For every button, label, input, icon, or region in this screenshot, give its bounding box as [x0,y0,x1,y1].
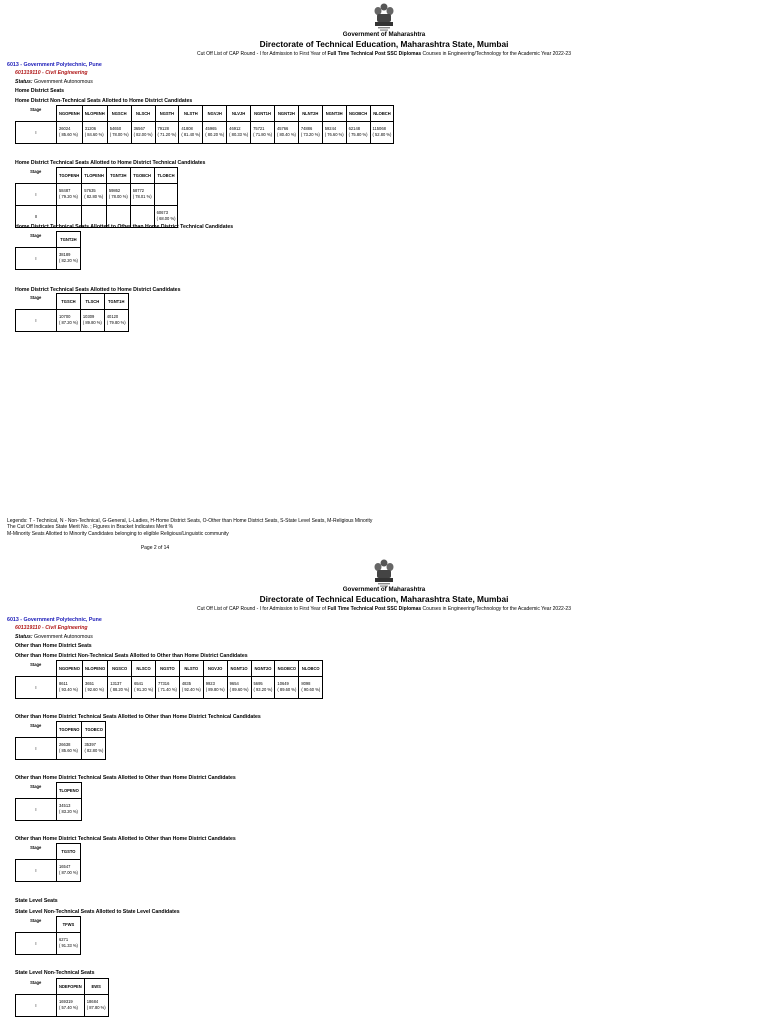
table-header-row [16,917,81,933]
column-header: NGOBCH [346,106,370,122]
merit-number: 5695 [253,681,263,686]
table-row [16,183,178,205]
cutoff-cell [82,183,107,205]
table-header-row [16,783,82,799]
table-header-row [16,722,106,738]
merit-number: 79128 [157,126,169,131]
table-header-row [16,979,109,995]
merit-percent: ( 79.80 %) [106,320,126,325]
section-heading: Home District Seats [15,88,65,94]
cutoff-cell [203,676,227,698]
column-header: NGOPENO [57,661,83,677]
merit-number: 10309 [82,314,95,319]
column-header: TGNT1H [104,294,128,310]
cutoff-cell [108,676,132,698]
table-title: Home District Non-Technical Seats Allotted to Home District Candidates [15,98,193,104]
merit-percent: ( 73.20 %) [300,132,320,137]
merit-number: 10649 [277,681,289,686]
merit-number: 9654 [229,681,239,686]
merit-number: 31206 [84,126,97,131]
cutoff-cell [370,121,394,143]
table-row [16,994,109,1016]
column-header: TLOBCH [154,168,178,184]
table-header-row [16,232,81,248]
cutoff-cell [203,121,227,143]
merit-percent: ( 87.20 %) [59,320,78,325]
merit-percent: ( 80.33 %) [229,132,249,137]
stage-cell: I [16,798,57,820]
column-header: NGSCO [108,661,132,677]
directorate-title: Directorate of Technical Education, Maharashtra State, Mumbai [259,39,509,49]
stage-header: Stage [30,783,42,789]
cutoff-cell [80,309,104,331]
cutoff-cell [155,676,179,698]
column-header: TFWS [57,917,81,933]
cutoff-cell [130,183,154,205]
state-emblem-icon [372,2,396,32]
cutoff-cell [57,737,82,759]
cutoff-cell [57,676,83,698]
column-header: EWS [84,979,108,995]
column-header: NGSCH [107,106,131,122]
cutoff-cell [107,121,131,143]
column-header: NLSTH [179,106,203,122]
column-header: NGNT3H [322,106,346,122]
column-header: NLSCO [132,661,156,677]
merit-percent: ( 91.33 %) [59,943,78,948]
merit-number: 13137 [110,681,122,686]
merit-percent: ( 68.00 %) [156,216,176,221]
column-header: NLOPENH [82,106,107,122]
merit-number: 3651 [84,681,95,686]
table-title: State Level Non-Technical Seats Allotted to State Level Candidates [15,909,180,915]
cutoff-cell [57,798,82,820]
cutoff-cell [275,676,299,698]
column-header: NGSTO [155,661,179,677]
column-header: NGNT1H [251,106,275,122]
legend-line: M-Minority Seats Allotted to Minority Candidates belonging to eligible Religious/Linguistic community [7,530,229,537]
table-row [16,121,394,143]
merit-number: 6541 [134,681,144,686]
merit-number: 35397 [84,742,96,747]
merit-number: 26024 [59,126,71,131]
column-header: TGOPENH [57,168,82,184]
column-header: TGNT3H [106,168,130,184]
cutoff-table [15,231,81,270]
merit-percent: ( 91.20 %) [134,687,153,692]
cutoff-cell [57,247,81,269]
merit-percent: ( 89.80 %) [82,320,102,325]
column-header: NGNT2O [251,661,275,677]
merit-percent: ( 82.80 %) [84,748,104,753]
merit-percent: ( 85.60 %) [59,748,78,753]
merit-percent: ( 76.60 %) [324,132,344,137]
institute-status: Status: Government Autonomous [15,634,93,640]
table-row [16,798,82,820]
merit-number: 46912 [229,126,241,131]
merit-percent: ( 57.40 %) [59,1005,78,1010]
cutoff-cell [131,121,155,143]
column-header: NGVJO [203,661,227,677]
column-header: TLOPENO [57,783,82,799]
column-header: TGOPENO [57,722,82,738]
table-row [16,676,323,698]
cutoff-cell [57,932,81,954]
cutoff-table [15,782,82,821]
cutoff-cell [227,676,251,698]
stage-header: Stage [30,844,42,850]
stage-header: Stage [30,979,42,985]
column-header: TGOBCH [130,168,154,184]
stage-header: Stage [30,106,42,112]
column-header: NDEFOPEN [57,979,85,995]
stage-cell: I [16,183,57,205]
cutoff-table [15,293,129,332]
cutoff-table [15,978,109,1017]
merit-percent: ( 81.40 %) [181,132,201,137]
column-header: NLSCH [131,106,155,122]
merit-percent: ( 71.20 %) [157,132,177,137]
column-header: TGNT2H [57,232,81,248]
cutoff-table [15,167,178,228]
merit-percent: ( 78.00 %) [109,132,129,137]
column-header: NGOPENH [57,106,83,122]
merit-number: 4835 [181,681,191,686]
column-header: TGSTO [57,844,81,860]
cutoff-cell [106,183,130,205]
cutoff-cell [251,676,275,698]
merit-percent: ( 78.00 %) [108,194,128,199]
section-heading: State Level Seats [15,898,58,904]
merit-number: 58487 [59,188,71,193]
cutoff-cell [179,676,203,698]
section-heading: Other than Home District Seats [15,643,92,649]
merit-number: 115068 [372,126,386,131]
merit-percent: ( 88.20 %) [110,687,130,692]
stage-header: Stage [30,661,42,667]
merit-number: 10700 [59,314,71,319]
legend [7,518,372,537]
merit-percent: ( 78.01 %) [132,194,152,199]
cutoff-cell [57,121,83,143]
column-header: NGSTH [155,106,179,122]
table-row [16,309,129,331]
directorate-title: Directorate of Technical Education, Maharashtra State, Mumbai [259,594,509,604]
merit-number: 75721 [253,126,265,131]
merit-number: 16547 [59,864,71,869]
merit-percent: ( 87.00 %) [59,870,78,875]
column-header: TGOBCO [82,722,106,738]
merit-number: 26638 [59,742,71,747]
column-header: TLOPENH [82,168,107,184]
column-header: NLOPENO [82,661,107,677]
merit-percent: ( 89.80 %) [205,687,225,692]
cutoff-cell [299,676,323,698]
institute-name: 6013 - Government Polytechnic, Pune [7,62,102,68]
merit-percent: ( 87.80 %) [86,1005,106,1010]
state-emblem-icon [372,558,396,588]
table-title: Home District Technical Seats Allotted to Home District Candidates [15,287,181,293]
table-row [16,932,81,954]
government-title: Government of Maharashtra [342,31,426,38]
merit-number: 40120 [106,314,119,319]
merit-number: 45965 [205,126,217,131]
column-header: NLOBCO [299,661,323,677]
merit-number: 8098 [301,681,311,686]
legend-line: The Cut Off Indicates State Merit No. ; Figures in Bracket Indicates Merit % [7,524,174,531]
page-number: Page 2 of 14 [140,545,170,551]
merit-percent: ( 75.80 %) [348,132,368,137]
stage-header: Stage [30,722,42,728]
table-header-row [16,661,323,677]
merit-number: 169319 [59,999,73,1004]
merit-percent: ( 82.00 %) [133,132,153,137]
stage-cell: I [16,309,57,331]
column-header: TLSCH [80,294,104,310]
cutoff-cell [132,676,156,698]
institute-name: 6013 - Government Polytechnic, Pune [7,617,102,623]
merit-percent: ( 83.20 %) [59,809,78,814]
course-name: 601319110 - Civil Engineering [15,70,88,76]
table-row [16,247,81,269]
table-header-row [16,168,178,184]
cutoff-cell [84,994,108,1016]
column-header: NGNT2H [274,106,298,122]
merit-percent: ( 89.60 %) [229,687,249,692]
table-title: Other than Home District Technical Seats Allotted to Other than Home District Candidates [15,775,236,781]
merit-percent: ( 71.40 %) [157,687,177,692]
cutoff-cell [227,121,251,143]
stage-cell: I [16,247,57,269]
cutoff-cell [82,121,107,143]
institute-status: Status: Government Autonomous [15,79,93,85]
column-header: NLSTO [179,661,203,677]
table-row [16,859,81,881]
merit-percent: ( 80.40 %) [276,132,296,137]
column-header: NLNT2H [298,106,322,122]
stage-cell: I [16,932,57,954]
merit-number: 62148 [348,126,361,131]
list-subtitle: Cut Off List of CAP Round - I for Admission to First Year of Full Time Technical Post SSC Diplomas Courses in Engineering/Technology for the Academic Year 2022-23 [197,51,571,57]
column-header: NLOBCH [370,106,394,122]
merit-number: 36567 [133,126,145,131]
stage-header: Stage [30,294,42,300]
cutoff-cell [82,737,106,759]
merit-percent: ( 79.20 %) [59,194,78,199]
merit-percent: ( 89.60 %) [277,687,297,692]
merit-percent: ( 82.20 %) [59,258,78,263]
cutoff-cell [57,183,82,205]
merit-percent: ( 52.80 %) [372,132,392,137]
table-title: Home District Technical Seats Allotted to Other than Home District Technical Candidates [15,224,234,230]
course-name: 601319110 - Civil Engineering [15,625,88,631]
cutoff-cell [154,183,178,205]
cutoff-cell [57,859,81,881]
cutoff-cell [346,121,370,143]
merit-percent: ( 93.20 %) [253,687,273,692]
cutoff-cell [155,121,179,143]
stage-header: Stage [30,917,42,923]
cutoff-table [15,916,81,955]
government-title: Government of Maharashtra [342,586,426,593]
merit-percent: ( 80.20 %) [205,132,225,137]
table-header-row [16,106,394,122]
cutoff-cell [57,994,85,1016]
legend-line: Legends: T - Technical, N - Non-Technical, G-General, L-Ladies, H-Home District Seats, O-Other than Home District Seats, S-State Level Seats, M-Religious Minority [7,518,373,524]
cutoff-cell [57,309,81,331]
merit-number: 8611 [59,681,68,686]
cutoff-cell [82,676,107,698]
table-title: Other than Home District Technical Seats Allotted to Other than Home District Technical Candidates [15,714,261,720]
cutoff-cell [179,121,203,143]
merit-percent: ( 71.80 %) [253,132,272,137]
cutoff-cell [322,121,346,143]
stage-cell: I [16,859,57,881]
merit-percent: ( 90.60 %) [301,687,321,692]
cutoff-table [15,660,323,699]
column-header: NGVJH [203,106,227,122]
stage-cell: I [16,121,57,143]
merit-percent: ( 84.60 %) [84,132,104,137]
merit-number: 77316 [157,681,170,686]
column-header: NLVJH [227,106,251,122]
cutoff-table [15,843,81,882]
stage-cell: II [16,205,57,227]
table-title: Home District Technical Seats Allotted to Home District Technical Candidates [15,160,206,166]
table-header-row [16,294,129,310]
merit-number: 6271 [59,937,69,942]
cutoff-table [15,105,394,144]
merit-percent: ( 92.40 %) [181,687,201,692]
merit-number: 57635 [84,188,96,193]
column-header: NGOBCO [275,661,299,677]
column-header: TGSCH [57,294,81,310]
stage-header: Stage [30,232,42,238]
merit-number: 41808 [181,126,193,131]
cutoff-cell [251,121,275,143]
merit-number: 45766 [276,126,289,131]
merit-percent: ( 85.60 %) [59,132,78,137]
stage-cell: I [16,994,57,1016]
merit-number: 34513 [59,803,71,808]
merit-number: 9923 [205,681,215,686]
table-header-row [16,844,81,860]
table-title: Other than Home District Non-Technical Seats Allotted to Other than Home District Candidates [15,653,248,659]
stage-cell: I [16,676,57,698]
merit-number: 58772 [132,188,145,193]
table-title: State Level Non-Technical Seats [15,970,95,976]
stage-cell: I [16,737,57,759]
merit-number: 38189 [59,252,71,257]
table-title: Other than Home District Technical Seats Allotted to Other than Home District Candidates [15,836,236,842]
merit-number: 59244 [324,126,337,131]
merit-number: 18684 [86,999,99,1004]
table-row [16,737,106,759]
cutoff-cell [104,309,128,331]
merit-number: 74886 [300,126,313,131]
list-subtitle: Cut Off List of CAP Round - I for Admission to First Year of Full Time Technical Post SSC Diplomas Courses in Engineering/Technology for the Academic Year 2022-23 [197,606,571,612]
cutoff-cell [274,121,298,143]
cutoff-table [15,721,106,760]
merit-percent: ( 93.40 %) [59,687,78,692]
merit-percent: ( 92.60 %) [84,687,104,692]
merit-number: 59862 [108,188,121,193]
merit-percent: ( 82.80 %) [84,194,104,199]
merit-number: 60673 [156,210,168,215]
merit-number: 54650 [109,126,122,131]
column-header: NGNT1O [227,661,251,677]
stage-header: Stage [30,168,42,174]
cutoff-cell [298,121,322,143]
